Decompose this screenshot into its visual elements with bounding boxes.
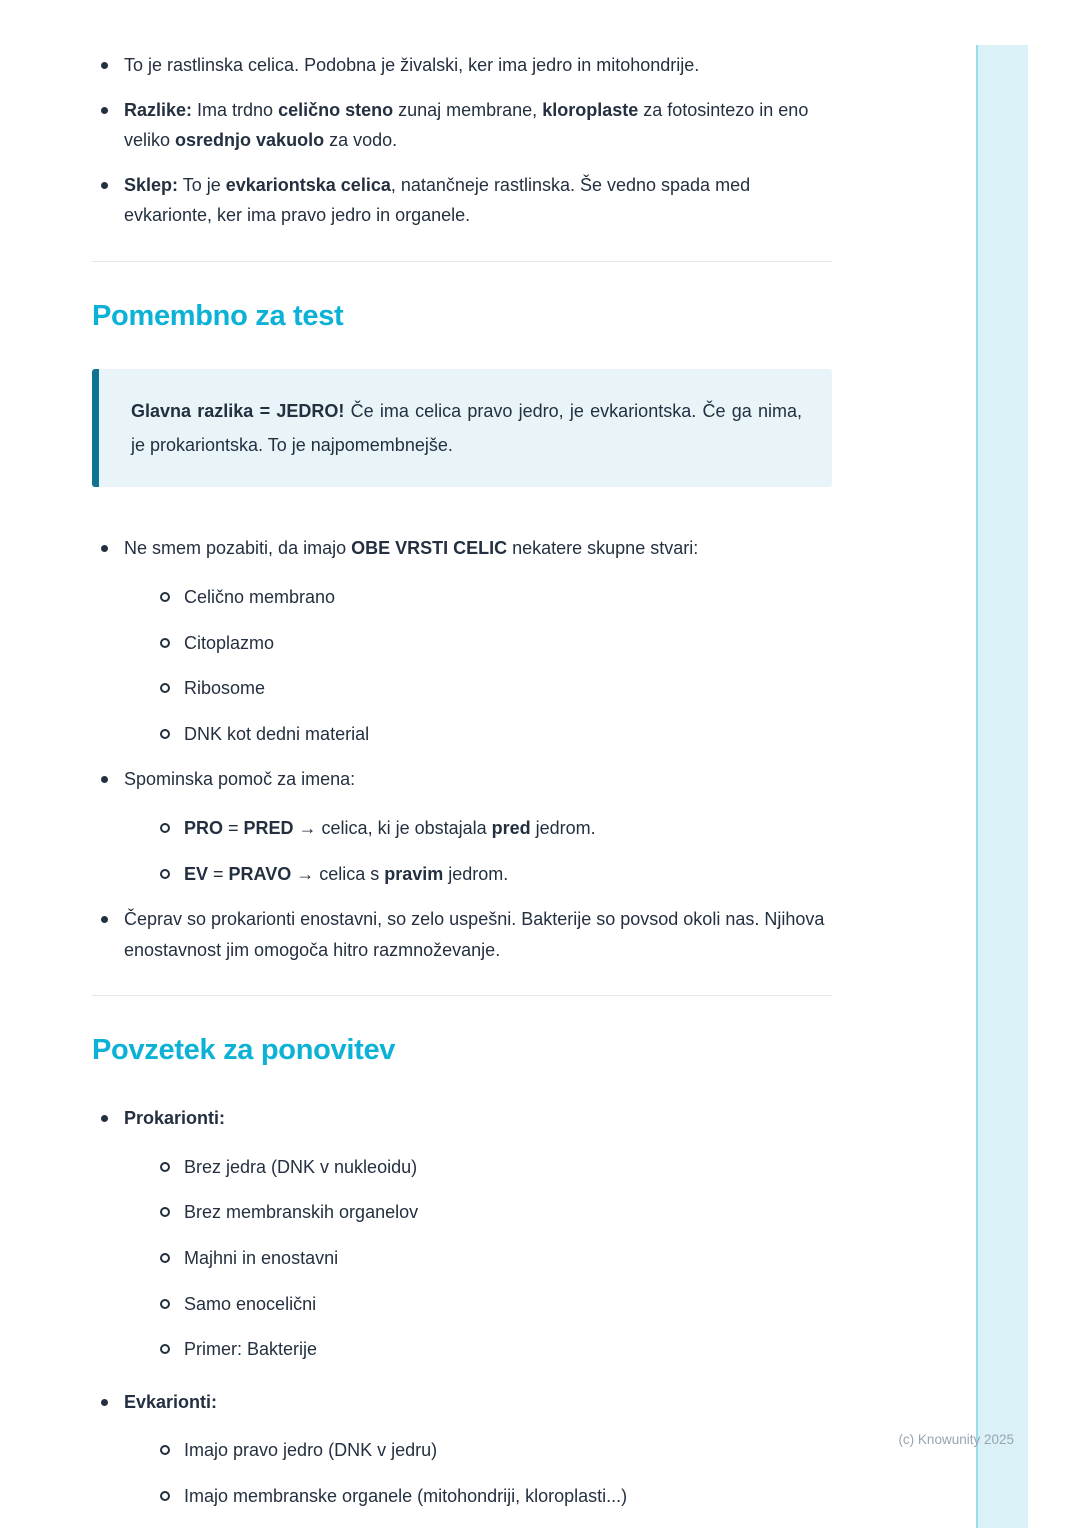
sub-bullet-list: [124, 1152, 832, 1365]
text-segment: Imajo pravo jedro (DNK v jedru): [184, 1440, 438, 1461]
bold-text-segment: celično steno: [278, 99, 394, 120]
section-divider: [92, 995, 832, 996]
sub-bullet-item-text: [184, 859, 832, 890]
sub-bullet-item: [158, 1289, 832, 1320]
bold-text-segment: evkariontska celica: [225, 174, 391, 195]
sub-bullet-item: [158, 1152, 832, 1183]
bullet-item: [92, 764, 832, 889]
text-segment: nekatere skupne stvari:: [507, 538, 699, 559]
bold-text-segment: Sklep:: [124, 174, 179, 195]
bullet-item: [92, 1103, 832, 1365]
bullet-item: [92, 95, 832, 156]
sub-bullet-item-text: [184, 1435, 832, 1466]
bullet-item-text: [124, 170, 832, 231]
sub-bullet-item: [158, 1334, 832, 1365]
bold-text-segment: Glavna razlika = JEDRO!: [131, 400, 345, 421]
text-segment: Celično membrano: [184, 586, 336, 607]
bold-text-segment: kloroplaste: [542, 99, 639, 120]
text-segment: jedrom.: [530, 817, 596, 838]
bold-text-segment: pravim: [384, 863, 444, 884]
bullet-item-text: [124, 904, 832, 965]
copyright-note: (c) Knowunity 2025: [898, 1432, 1014, 1447]
bullet-item-text: [124, 95, 832, 156]
text-segment: , natančneje rastlinska. Še vedno spada med evkarionte, ker ima pravo jedro in organele.: [124, 174, 751, 226]
bold-text-segment: EV: [184, 863, 209, 884]
text-segment: To je rastlinska celica. Podobna je živalski, ker ima jedro in mitohondrije.: [124, 55, 700, 75]
sub-bullet-item-text: [184, 813, 832, 844]
bullet-item-text: [124, 50, 832, 81]
bold-text-segment: PRED: [243, 817, 294, 838]
sub-bullet-item-text: [184, 1243, 832, 1274]
text-segment: Citoplazmo: [184, 632, 275, 653]
bullet-item: [92, 1387, 832, 1512]
sub-bullet-item-text: [184, 1481, 832, 1512]
text-segment: Če ima celica pravo jedro, je evkariontska. Če ga nima, je prokariontska. To je najpomembnejše.: [131, 400, 803, 456]
sub-bullet-item: [158, 719, 832, 750]
bullet-item: [92, 533, 832, 749]
bullet-item-text: [124, 1103, 832, 1134]
sub-bullet-item-text: [184, 582, 832, 613]
bullet-item: [92, 170, 832, 231]
text-segment: Brez jedra (DNK v nukleoidu): [184, 1156, 418, 1177]
text-segment: Majhni in enostavni: [184, 1248, 339, 1269]
bullet-item-text: [124, 1387, 832, 1418]
sub-bullet-item: [158, 582, 832, 613]
section1-bullet-list: [92, 533, 832, 965]
text-segment: Spominska pomoč za imena:: [124, 769, 356, 790]
text-segment: Čeprav so prokarionti enostavni, so zelo uspešni. Bakterije so povsod okoli nas. Njihova enostavnost jim omogoča hitro razmnoževanje.: [124, 909, 825, 960]
sub-bullet-item-text: [184, 719, 832, 750]
bold-text-segment: OBE VRSTI CELIC: [351, 538, 508, 559]
section-divider: [92, 261, 832, 262]
section-heading-pomembno-za-test: Pomembno za test: [92, 299, 344, 332]
sub-bullet-item: [158, 859, 832, 890]
text-segment: Primer: Bakterije: [184, 1339, 318, 1360]
text-segment: za vodo.: [324, 130, 398, 151]
text-segment: =: [208, 863, 229, 884]
bullet-item: [92, 904, 832, 965]
sub-bullet-list: [124, 1435, 832, 1511]
text-segment: To je: [178, 174, 226, 195]
text-segment: → celica, ki je obstajala: [293, 817, 492, 838]
bold-text-segment: PRO: [184, 817, 224, 838]
text-segment: za fotosintezo in eno veliko: [124, 99, 809, 151]
section-heading-povzetek-za-ponovitev: Povzetek za ponovitev: [92, 1034, 396, 1067]
sub-bullet-item: [158, 1435, 832, 1466]
sub-bullet-item-text: [184, 673, 832, 704]
text-segment: zunaj membrane,: [393, 99, 543, 120]
intro-bullet-list: [92, 50, 832, 231]
sub-bullet-list: [124, 813, 832, 889]
text-segment: → celica s: [291, 863, 385, 884]
text-segment: Samo enocelični: [184, 1293, 317, 1314]
sub-bullet-item: [158, 1243, 832, 1274]
sub-bullet-item: [158, 1481, 832, 1512]
text-segment: =: [223, 817, 244, 838]
bold-text-segment: Prokarionti:: [124, 1108, 226, 1129]
sub-bullet-item: [158, 628, 832, 659]
sub-bullet-item-text: [184, 1334, 832, 1365]
sub-bullet-item-text: [184, 628, 832, 659]
sub-bullet-item-text: [184, 1289, 832, 1320]
text-segment: DNK kot dedni material: [184, 723, 370, 744]
sub-bullet-list: [124, 582, 832, 749]
sub-bullet-item: [158, 1197, 832, 1228]
text-segment: jedrom.: [443, 863, 509, 884]
text-segment: Ima trdno: [192, 99, 279, 120]
bold-text-segment: Razlike:: [124, 99, 193, 120]
sub-bullet-item-text: [184, 1197, 832, 1228]
section2-bullet-list: [92, 1103, 832, 1511]
bullet-item-text: [124, 533, 832, 564]
sub-bullet-item-text: [184, 1152, 832, 1183]
sub-bullet-item: [158, 673, 832, 704]
side-accent-strip: [976, 45, 1028, 1528]
bullet-item-text: [124, 764, 832, 795]
callout-text: [131, 394, 802, 462]
bullet-item: [92, 50, 832, 81]
text-segment: Brez membranskih organelov: [184, 1202, 419, 1223]
bold-text-segment: Evkarionti:: [124, 1391, 218, 1412]
bold-text-segment: PRAVO: [228, 863, 292, 884]
callout-box: [92, 369, 832, 487]
notes-content: [92, 50, 832, 1534]
bold-text-segment: pred: [491, 817, 531, 838]
text-segment: Imajo membranske organele (mitohondriji, kloroplasti...): [184, 1486, 628, 1507]
text-segment: Ne smem pozabiti, da imajo: [124, 538, 352, 559]
bold-text-segment: osrednjo vakuolo: [175, 130, 325, 151]
sub-bullet-item: [158, 813, 832, 844]
text-segment: Ribosome: [184, 678, 266, 699]
